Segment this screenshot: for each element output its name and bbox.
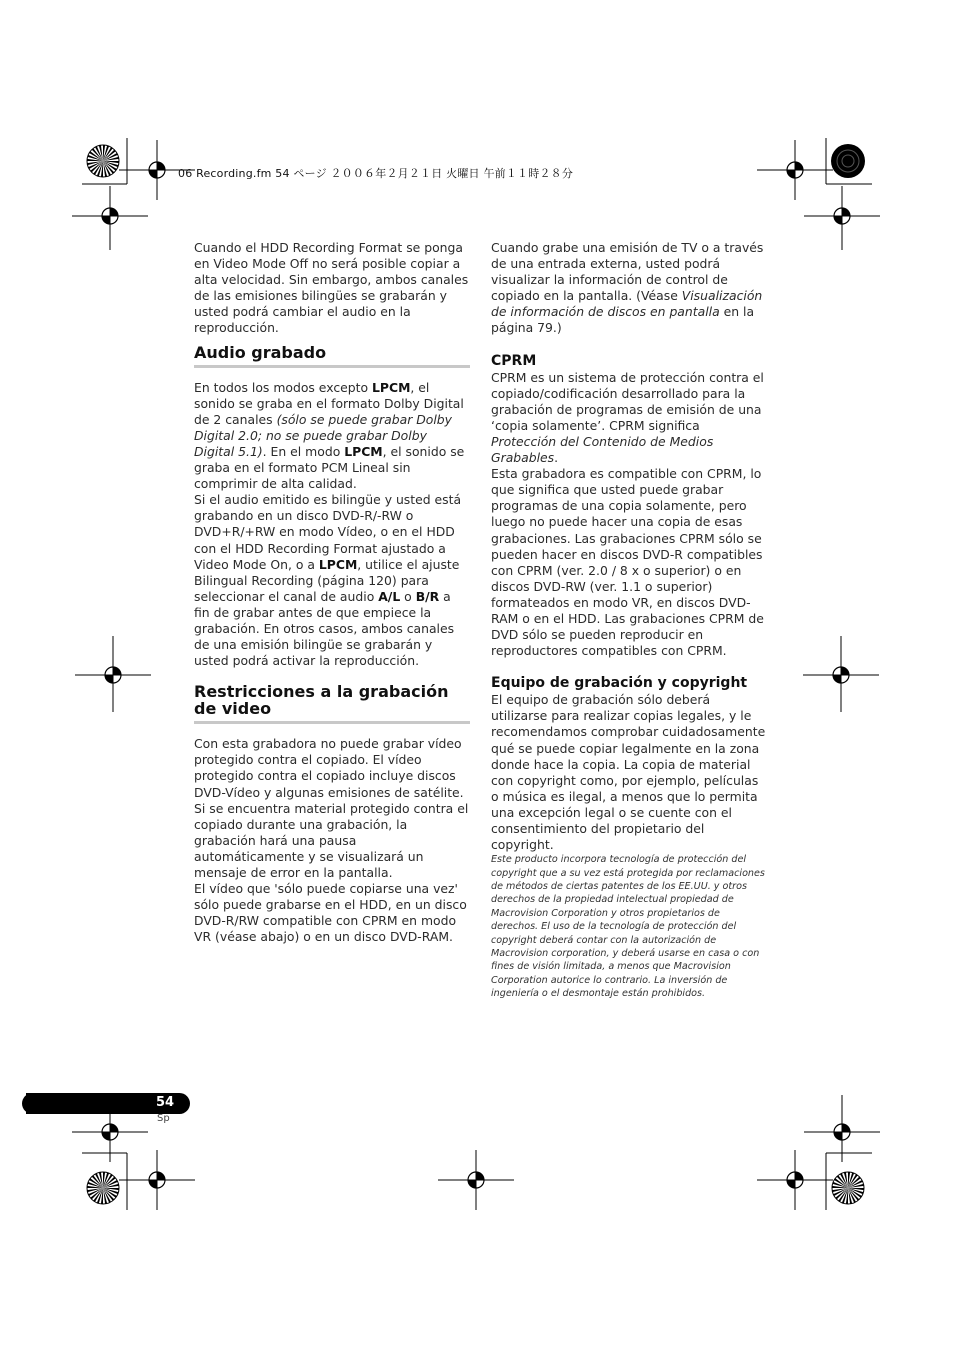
audio-paragraph-2: Si el audio emitido es bilingüe y usted está grabando en un disco DVD-R/-RW o DVD+R/+RW en modo Vídeo, o en el HDD con el HDD Recording Format ajustado a Video Mode On, o a LPCM, utilice el ajuste Bilingual Recording (página 120) para seleccionar el canal de audio A/L o B/R a fin de grabar antes de que empiece la grabación. En otros casos, ambos canales de una emisión bilingüe se grabarán y usted podrá activar la reproducción.: [194, 492, 462, 669]
copyright-paragraph: El equipo de grabación sólo deberá utilizarse para realizar copias legales, y le recomendamos comprobar cuidadosamente qué se puede copiar legalmente en la zona donde hace la copia. La copia de material con copyright como, por ejemplo, películas o música es ilegal, a menos que lo permita una excepción legal o se cuente con el consentimiento del propietario del copyright.: [491, 692, 766, 853]
crosshair-mark: [119, 1150, 195, 1210]
right-column: [491, 240, 767, 1001]
restrictions-paragraph-2: El vídeo que 'sólo puede copiarse una vez' sólo puede grabarse en el HDD, en un disco DVD-R/RW compatible con CPRM en modo VR (véase abajo) o en un disco DVD-RAM.: [194, 881, 467, 945]
cprm-paragraph-1: CPRM es un sistema de protección contra el copiado/codificación desarrollado para la grabación de programas de emisión de una ‘copia solamente’. CPRM significa Protección del Contenido de Medios Grabables.: [491, 369, 764, 466]
cprm-heading: CPRM: [491, 352, 537, 369]
page-number: 54: [156, 1095, 175, 1110]
cprm-paragraph-2: Esta grabadora es compatible con CPRM, lo que significa que usted puede grabar programas de una copia solamente, pero luego no puede hacer una copia de esas grabaciones. Las grabaciones CPRM sólo se pueden hacer en discos DVD-R compatibles con CPRM (ver. 2.0 / 8 x o superior) o en discos DVD-RW (ver. 1.1 o superior) formateados en modo VR, en discos DVD-RAM o en el HDD. Las grabaciones CPRM de DVD sólo se pueden reproducir en reproductores compatibles con CPRM.: [491, 466, 764, 659]
copyright-heading: Equipo de grabación y copyright: [491, 675, 748, 692]
macrovision-fine-print: Este producto incorpora tecnología de protección del copyright que a su vez está protegida por reclamaciones de métodos de ciertas patentes de los EE.UU. y otros derechos de la propiedad intelectual propiedad de Macrovision Corporation y otros propietarios de derechos. El uso de la tecnología de protección del copyright deberá contar con la autorización de Macrovision corporation, y deberá usarse en casa o con fines de visión limitada, a menos que Macrovision Corporation autorice lo contrario. La inversión de ingeniería o el desmontaje están prohibidos.: [491, 854, 765, 1000]
crosshair-mark: [438, 1150, 514, 1210]
page-language: Sp: [157, 1113, 170, 1124]
crosshair-mark: [757, 1150, 833, 1210]
left-column: [194, 240, 470, 945]
audio-paragraph-1: En todos los modos excepto LPCM, el sonido se graba en el formato Dolby Digital de 2 canales (sólo se puede grabar Dolby Digital 2.0; no se puede grabar Dolby Digital 5.1). En el modo LPCM, el sonido se graba en el formato PCM Lineal sin comprimir de alta calidad.: [194, 379, 465, 492]
copy-control-info-paragraph: Cuando grabe una emisión de TV o a través de una entrada externa, usted podrá visualizar la información de control de copiado en la pantalla. (Véase Visualización de información de discos en pantalla en la página 79.): [491, 240, 764, 336]
hdd-video-mode-paragraph: Cuando el HDD Recording Format se ponga en Video Mode Off no será posible copiar a alta velocidad. Sin embargo, ambos canales de las emisiones bilingües se grabarán y usted podrá cambiar el audio en la reproducción.: [194, 240, 469, 336]
audio-grabado-heading: Audio grabado: [194, 344, 470, 368]
restricciones-heading: Restricciones a la grabación de video: [194, 683, 470, 724]
file-header-info: 06 Recording.fm 54 ページ ２００６年２月２１日 火曜日 午前１１時２８分: [178, 167, 574, 180]
crosshair-mark: [757, 140, 833, 200]
restrictions-paragraph-1: Con esta grabadora no puede grabar vídeo protegido contra el copiado. El vídeo protegido contra el copiado incluye discos DVD-Vídeo y algunas emisiones de satélite. Si se encuentra material protegido contra el copiado durante una grabación, la grabación hará una pausa automáticamente y se visualizará un mensaje de error en la pantalla.: [194, 736, 469, 880]
